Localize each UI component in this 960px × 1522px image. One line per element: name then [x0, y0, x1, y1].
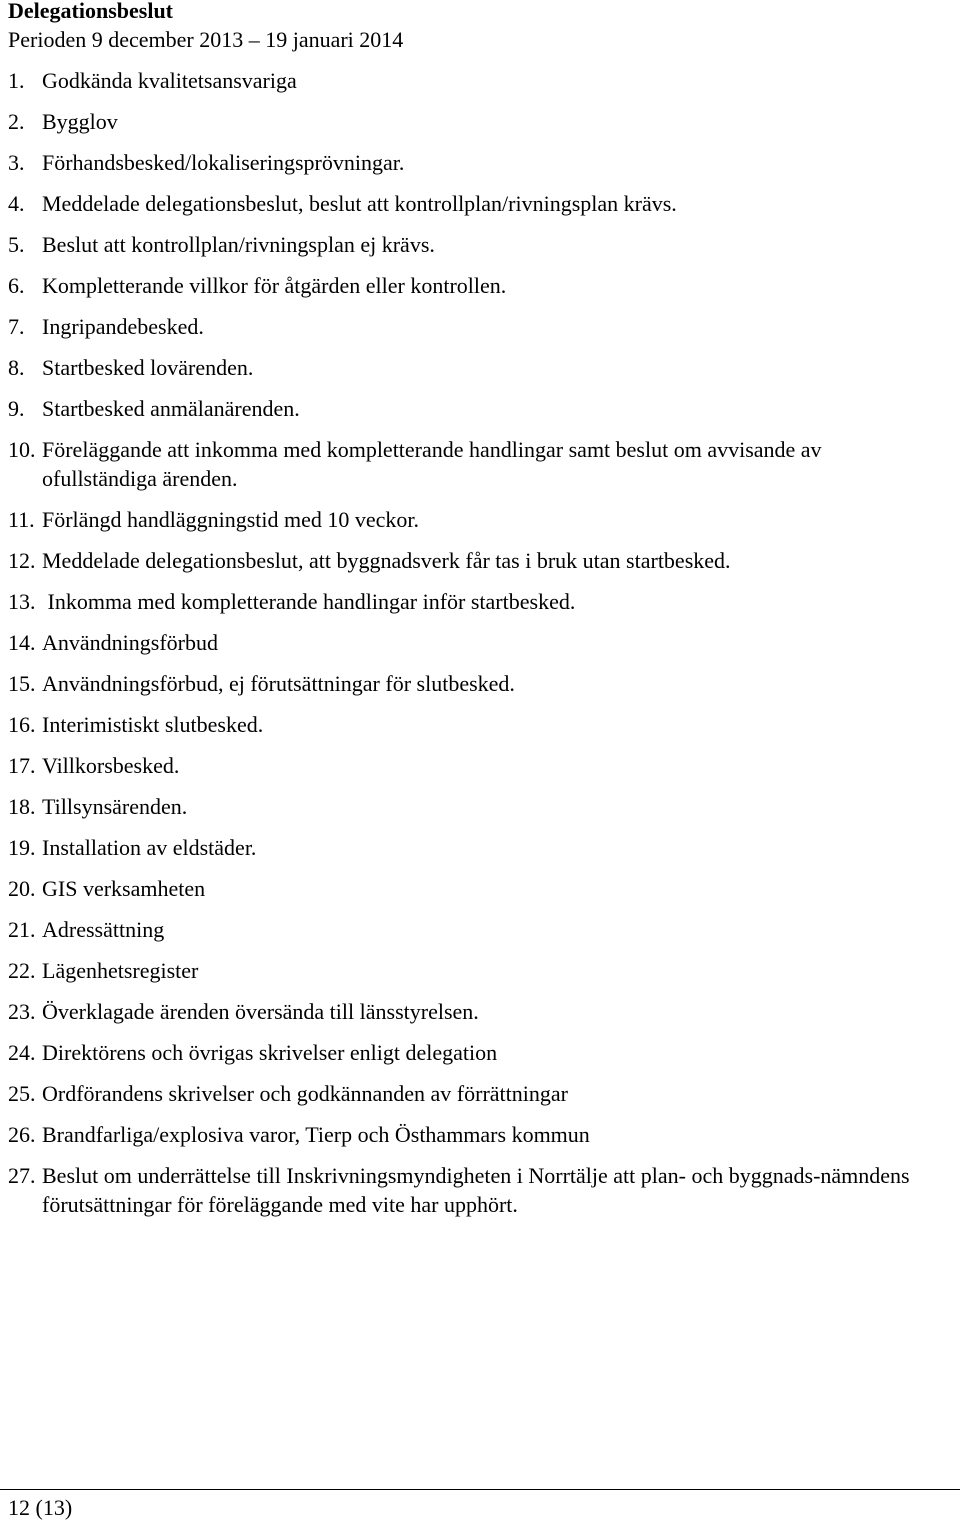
list-item-number: 26.: [8, 1122, 36, 1147]
list-item-text: Direktörens och övrigas skrivelser enligt delegation: [42, 1040, 498, 1065]
list-item-text: Överklagade ärenden översända till länsstyrelsen.: [42, 999, 479, 1024]
list-item-number: 7.: [8, 314, 25, 339]
document-title: Delegationsbeslut: [8, 0, 173, 23]
list-item-text: Startbesked lovärenden.: [42, 355, 254, 380]
list-item-number: 13.: [8, 589, 36, 614]
list-item-number: 4.: [8, 191, 25, 216]
list-item-text: Ordförandens skrivelser och godkännanden av förrättningar: [42, 1081, 568, 1106]
list-item-number: 12.: [8, 548, 36, 573]
page-number: 12 (13): [8, 1495, 73, 1520]
list-item-number: 27.: [8, 1163, 36, 1188]
list-item-number: 20.: [8, 876, 36, 901]
list-item-number: 15.: [8, 671, 36, 696]
list-item-text: Meddelade delegationsbeslut, att byggnadsverk får tas i bruk utan startbesked.: [42, 548, 731, 573]
document-period: Perioden 9 december 2013 – 19 januari 2014: [8, 27, 404, 52]
list-item-text: Bygglov: [42, 109, 118, 134]
list-item-text: Godkända kvalitetsansvariga: [42, 68, 297, 93]
list-item-text: GIS verksamheten: [42, 876, 206, 901]
list-item-number: 17.: [8, 753, 36, 778]
list-item-number: 10.: [8, 437, 36, 462]
list-item-text: Förhandsbesked/lokaliseringsprövningar.: [42, 150, 405, 175]
list-item-number: 19.: [8, 835, 36, 860]
list-item-text: Beslut om underrättelse till Inskrivningsmyndigheten i Norrtälje att plan- och byggnads-nämndens förutsättningar för föreläggande med vite har upphört.: [42, 1163, 910, 1217]
list-item-text: Interimistiskt slutbesked.: [42, 712, 264, 737]
list-item-text: Användningsförbud: [42, 630, 218, 655]
list-item-number: 6.: [8, 273, 25, 298]
list-item-number: 5.: [8, 232, 25, 257]
list-item-text: Inkomma med kompletterande handlingar inför startbesked.: [42, 589, 576, 614]
list-item-number: 1.: [8, 68, 25, 93]
list-item-text: Användningsförbud, ej förutsättningar för slutbesked.: [42, 671, 515, 696]
list-item-number: 3.: [8, 150, 25, 175]
list-item-number: 24.: [8, 1040, 36, 1065]
list-item-text: Föreläggande att inkomma med kompletterande handlingar samt beslut om avvisande av ofullständiga ärenden.: [42, 437, 822, 491]
list-item-number: 14.: [8, 630, 36, 655]
list-item-text: Adressättning: [42, 917, 165, 942]
list-item-text: Kompletterande villkor för åtgärden eller kontrollen.: [42, 273, 507, 298]
list-item-number: 21.: [8, 917, 36, 942]
footer-divider: [0, 1489, 960, 1490]
list-item-text: Beslut att kontrollplan/rivningsplan ej krävs.: [42, 232, 435, 257]
list-item-number: 18.: [8, 794, 36, 819]
list-item-text: Tillsynsärenden.: [42, 794, 188, 819]
list-item-text: Installation av eldstäder.: [42, 835, 257, 860]
list-item-text: Förlängd handläggningstid med 10 veckor.: [42, 507, 419, 532]
list-item-text: Meddelade delegationsbeslut, beslut att kontrollplan/rivningsplan krävs.: [42, 191, 677, 216]
list-item-text: Lägenhetsregister: [42, 958, 199, 983]
list-item-number: 25.: [8, 1081, 36, 1106]
list-item-text: Ingripandebesked.: [42, 314, 204, 339]
list-item-number: 2.: [8, 109, 25, 134]
list-item-number: 22.: [8, 958, 36, 983]
list-item-number: 8.: [8, 355, 25, 380]
list-item-text: Startbesked anmälanärenden.: [42, 396, 300, 421]
list-item-number: 11.: [8, 507, 35, 532]
list-item-text: Villkorsbesked.: [42, 753, 180, 778]
list-item-text: Brandfarliga/explosiva varor, Tierp och Östhammars kommun: [42, 1122, 590, 1147]
list-item-number: 23.: [8, 999, 36, 1024]
list-item-number: 16.: [8, 712, 36, 737]
list-item-number: 9.: [8, 396, 25, 421]
